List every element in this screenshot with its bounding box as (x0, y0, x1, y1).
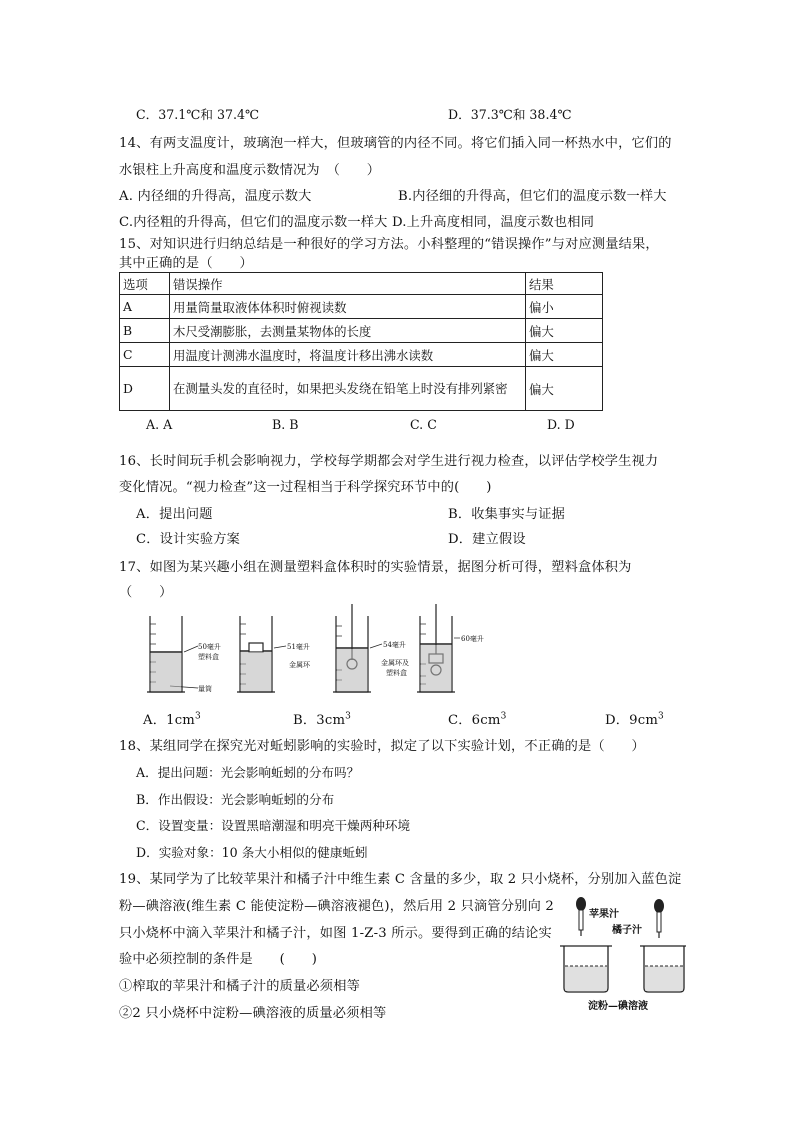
q15-option-a: A. A (146, 417, 173, 432)
q19-stem-line3: 只小烧杯中滴入苹果汁和橘子汁，如图 1-Z-3 所示。要得到正确的结论实 (119, 926, 552, 941)
q19-item-1: ①榨取的苹果汁和橘子汁的质量必须相等 (119, 979, 360, 994)
table-cell: 木尺受潮膨胀，去测量某物体的长度 (170, 319, 526, 343)
q15-option-b: B. B (272, 417, 299, 432)
q17-option-c: C．$6cm^3$ (448, 711, 507, 728)
q16-stem-line2: 变化情况。“视力检查”这一过程相当于科学探究环节中的( ) (119, 480, 492, 495)
table-row (120, 343, 603, 367)
table-header-row (120, 273, 603, 295)
dropper-icon (654, 899, 664, 938)
fig-label-54ml: 54毫升 (383, 641, 406, 649)
fig-label-orange-juice: 橘子汁 (612, 925, 642, 936)
q14-stem-line1: 14、有两支温度计，玻璃泡一样大，但玻璃管的内径不同。将它们插入同一杯热水中，它们的 (119, 136, 672, 151)
table-header-cell: 错误操作 (170, 273, 526, 295)
table-header-cell: 选项 (120, 273, 170, 295)
table-cell: C (120, 343, 170, 367)
q13-option-c: C．37.1℃和 37.4℃ (136, 107, 260, 122)
q17-option-d: D．$9cm^3$ (605, 711, 664, 728)
q19-stem-line2: 粉—碘溶液(维生素 C 能使淀粉—碘溶液褪色)，然后用 2 只滴管分别向 2 (119, 899, 554, 914)
q17-stem-line1: 17、如图为某兴趣小组在测量塑料盒体积时的实验情景，据图分析可得，塑料盒体积为 (119, 560, 632, 575)
q16-option-c: C．设计实验方案 (136, 532, 241, 547)
q16-stem-line1: 16、长时间玩手机会影响视力，学校每学期都会对学生进行视力检查，以评估学校学生视力 (119, 454, 659, 469)
q18-option-d: D．实验对象：10 条大小相似的健康蚯蚓 (136, 845, 368, 860)
q16-option-d: D．建立假设 (448, 532, 526, 547)
q19-stem-line1: 19、某同学为了比较苹果汁和橘子汁中维生素 C 含量的多少，取 2 只小烧杯，分别加入蓝色淀 (119, 872, 682, 887)
q19-item-2: ②2 只小烧杯中淀粉—碘溶液的质量必须相等 (119, 1006, 387, 1021)
q17-stem-line2: （ ） (119, 585, 173, 600)
table-cell: B (120, 319, 170, 343)
table-cell: 偏大 (526, 367, 603, 411)
fig-label-50ml: 50毫升 (198, 643, 221, 651)
q16-option-b: B．收集事实与证据 (448, 507, 565, 522)
fig-label-60ml: 60毫升 (461, 635, 484, 643)
q18-option-a: A．提出问题：光会影响蚯蚓的分布吗？ (136, 765, 360, 780)
measuring-cylinders-figure (140, 604, 470, 704)
table-cell: 偏大 (526, 319, 603, 343)
fig-label-cylinder: 量筒 (198, 685, 212, 693)
q14-option-b: B.内径细的升得高，但它们的温度示数一样大 (398, 189, 667, 204)
table-cell: A (120, 295, 170, 319)
q14-stem-line2: 水银柱上升高度和温度示数情况为 （ ） (119, 163, 381, 178)
fig-label-plastic-box: 塑料盒 (198, 653, 219, 661)
q15-stem-line1: 15、对知识进行归纳总结是一种很好的学习方法。小科整理的“错误操作”与对应测量结果， (119, 237, 659, 252)
q18-option-b: B．作出假设：光会影响蚯蚓的分布 (136, 792, 335, 807)
q17-option-a: A．$1cm^3$ (143, 711, 201, 728)
table-row (120, 319, 603, 343)
dropper-icon (576, 897, 586, 936)
fig-label-metal-ring: 金属环 (289, 661, 310, 669)
q18-stem: 18、某组同学在探究光对蚯蚓影响的实验时，拟定了以下实验计划，不正确的是（ ） (119, 739, 645, 754)
q19-stem-line4: 验中必须控制的条件是 ( ) (119, 952, 318, 967)
q17-option-b: B．$3cm^3$ (293, 711, 352, 728)
fig-label-metal-ring-and: 金属环及 (381, 659, 409, 667)
beaker-left-liquid (565, 966, 607, 991)
table-row (120, 367, 603, 411)
table-row (120, 295, 603, 319)
table-header-cell: 结果 (526, 273, 603, 295)
fig-label-apple-juice: 苹果汁 (589, 909, 619, 920)
table-cell: 偏大 (526, 343, 603, 367)
q18-option-c: C．设置变量：设置黑暗潮湿和明亮干燥两种环境 (136, 818, 411, 833)
q15-stem-line2: 其中正确的是（ ） (119, 256, 253, 271)
fig-label-51ml: 51毫升 (287, 643, 310, 651)
fig-label-starch-iodine: 淀粉—碘溶液 (588, 1001, 648, 1012)
table-cell: D (120, 367, 170, 411)
table-cell: 在测量头发的直径时，如果把头发绕在铅笔上时没有排列紧密 (170, 367, 526, 411)
table-cell: 偏小 (526, 295, 603, 319)
q14-option-a: A. 内径细的升得高，温度示数大 (119, 189, 312, 204)
q15-table (119, 272, 603, 411)
table-cell: 用量筒量取液体体积时俯视读数 (170, 295, 526, 319)
q15-option-c: C. C (410, 417, 437, 432)
fig-label-plastic-box-2: 塑料盒 (386, 669, 407, 677)
table-cell: 用温度计测沸水温度时，将温度计移出沸水读数 (170, 343, 526, 367)
q15-option-d: D. D (547, 417, 575, 432)
beakers-figure (556, 896, 686, 1000)
q13-option-d: D．37.3℃和 38.4℃ (448, 107, 572, 122)
beaker-right-liquid (645, 966, 683, 991)
q14-option-cd: C.内径粗的升得高，但它们的温度示数一样大 D.上升高度相同，温度示数也相同 (119, 215, 595, 230)
q16-option-a: A．提出问题 (136, 507, 213, 522)
